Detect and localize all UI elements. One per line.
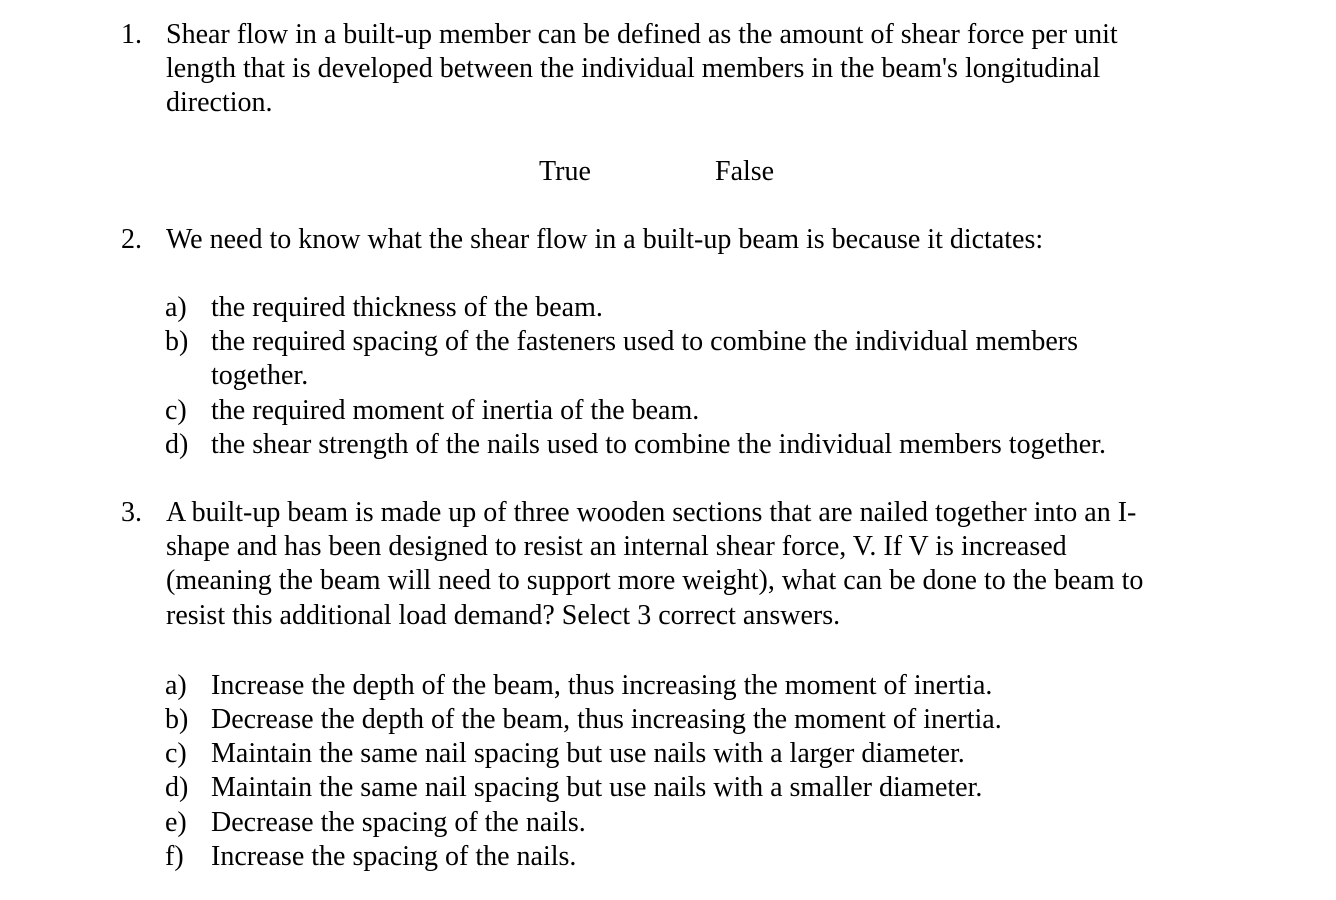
option-text: Increase the spacing of the nails. xyxy=(211,841,577,872)
question-text-line: shape and has been designed to resist an internal shear force, V. If V is increased xyxy=(166,531,1067,562)
option-text: Maintain the same nail spacing but use nails with a larger diameter. xyxy=(211,738,965,769)
question-number: 1. xyxy=(121,19,142,50)
option-label: d) xyxy=(165,772,189,803)
option-label: a) xyxy=(165,292,187,323)
option-text: the required thickness of the beam. xyxy=(211,292,603,323)
option-text: the required spacing of the fasteners used to combine the individual members xyxy=(211,326,1078,357)
option-label: d) xyxy=(165,429,189,460)
question-text-line: We need to know what the shear flow in a built-up beam is because it dictates: xyxy=(166,224,1044,255)
option-text: Decrease the spacing of the nails. xyxy=(211,807,586,838)
question-text-line: (meaning the beam will need to support more weight), what can be done to the beam to xyxy=(166,565,1144,596)
question-number: 2. xyxy=(121,224,142,255)
option-label: f) xyxy=(165,841,184,872)
question-text-line: resist this additional load demand? Select 3 correct answers. xyxy=(166,600,841,631)
choice-false[interactable]: False xyxy=(715,156,775,187)
option-label: b) xyxy=(165,704,189,735)
question-text-line: length that is developed between the individual members in the beam's longitudinal xyxy=(166,53,1101,84)
choice-true[interactable]: True xyxy=(539,156,591,187)
option-text: Decrease the depth of the beam, thus increasing the moment of inertia. xyxy=(211,704,1002,735)
option-label: c) xyxy=(165,395,187,426)
option-text: Maintain the same nail spacing but use nails with a smaller diameter. xyxy=(211,772,983,803)
question-text-line: direction. xyxy=(166,87,273,118)
option-label: b) xyxy=(165,326,189,357)
question-number: 3. xyxy=(121,497,142,528)
option-label: e) xyxy=(165,807,187,838)
question-text-line: Shear flow in a built-up member can be defined as the amount of shear force per unit xyxy=(166,19,1118,50)
option-text: Increase the depth of the beam, thus increasing the moment of inertia. xyxy=(211,670,993,701)
option-label: a) xyxy=(165,670,187,701)
option-label: c) xyxy=(165,738,187,769)
option-text: together. xyxy=(211,360,309,391)
option-text: the required moment of inertia of the beam. xyxy=(211,395,700,426)
option-text: the shear strength of the nails used to combine the individual members together. xyxy=(211,429,1107,460)
question-text-line: A built-up beam is made up of three wooden sections that are nailed together into an I- xyxy=(166,497,1137,528)
